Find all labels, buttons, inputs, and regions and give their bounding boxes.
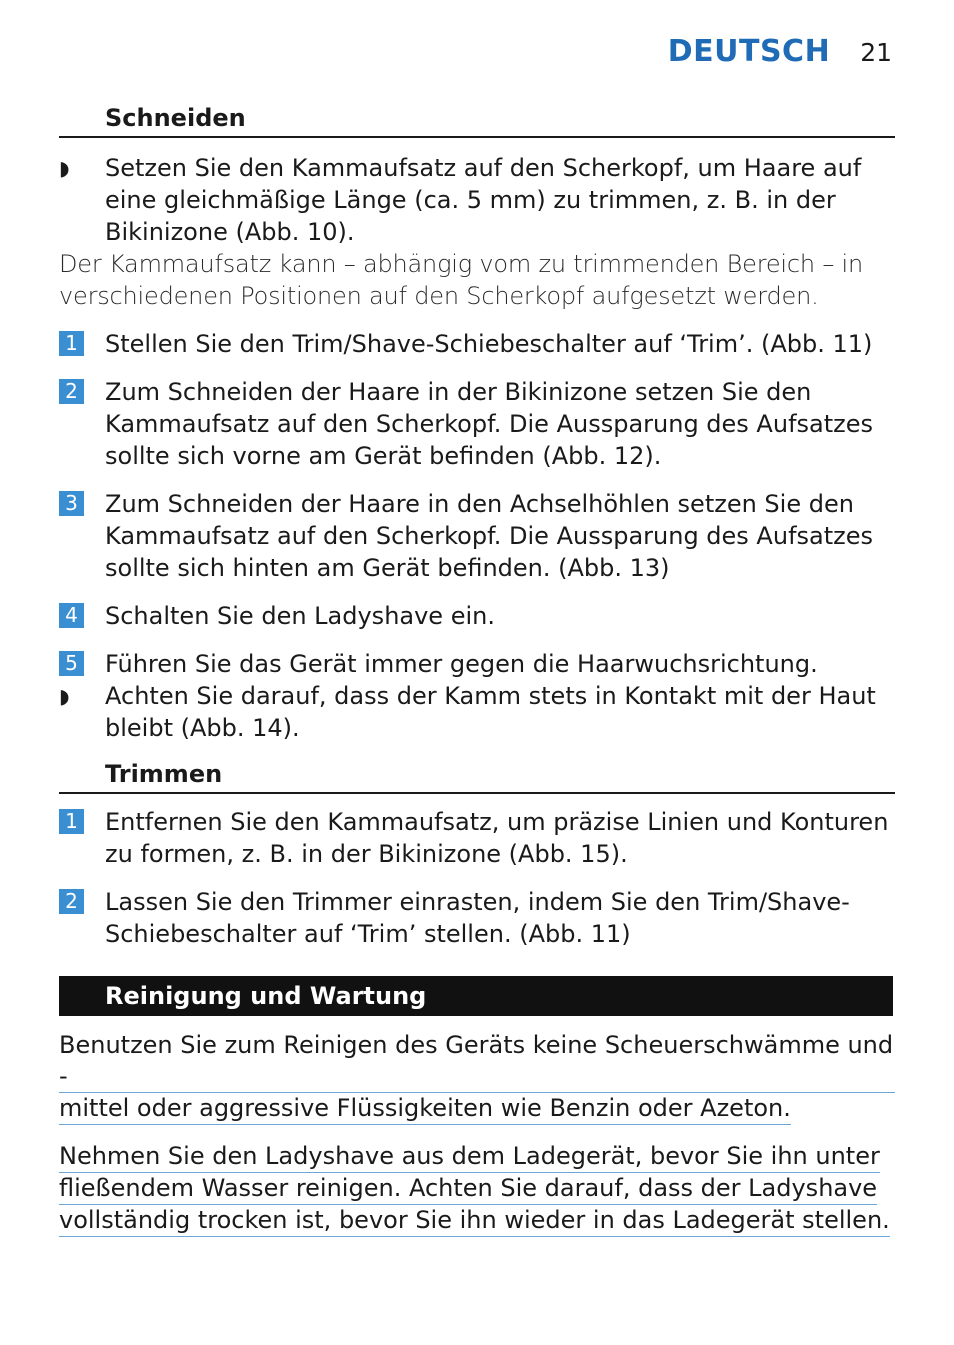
step-text: Stellen Sie den Trim/Shave-Schiebeschalter auf ‘Trim’. (Abb. 11) (105, 330, 873, 358)
underlined-line: mittel oder aggressive Flüssigkeiten wie Benzin oder Azeton. (59, 1093, 791, 1125)
step-text: Lassen Sie den Trimmer einrasten, indem Sie den Trim/Shave-Schiebeschalter auf ‘Trim’ stellen. (Abb. 11) (105, 888, 850, 948)
step-number-badge: 5 (59, 651, 84, 676)
underlined-line: vollständig trocken ist, bevor Sie ihn wieder in das Ladegerät stellen. (59, 1205, 890, 1237)
section-title-schneiden: Schneiden (59, 100, 895, 138)
step-number-badge: 1 (59, 809, 84, 834)
bullet-item (59, 152, 895, 248)
section-title-trimmen: Trimmen (59, 756, 895, 794)
section-banner-reinigung: Reinigung und Wartung (59, 976, 893, 1016)
underlined-line: fließendem Wasser reinigen. Achten Sie darauf, dass der Ladyshave (59, 1173, 877, 1205)
step-number-badge: 2 (59, 379, 84, 404)
bullet-icon: ◗ (59, 684, 70, 708)
underlined-line: Benutzen Sie zum Reinigen des Geräts keine Scheuerschwämme und - (59, 1030, 895, 1093)
step-text: Zum Schneiden der Haare in den Achselhöhlen setzen Sie den Kammaufsatz auf den Scherkopf. Die Aussparung des Aufsatzes sollte sich hinten am Gerät befinden. (Abb. 13) (105, 490, 873, 582)
page-number: 21 (860, 38, 892, 67)
step-item (59, 376, 895, 472)
cleaning-paragraph-2 (59, 1141, 895, 1237)
underlined-line: Nehmen Sie den Ladyshave aus dem Ladegerät, bevor Sie ihn unter (59, 1141, 880, 1173)
step-item (59, 600, 895, 632)
step-number-badge: 3 (59, 491, 84, 516)
step-text: Zum Schneiden der Haare in der Bikinizone setzen Sie den Kammaufsatz auf den Scherkopf. Die Aussparung des Aufsatzes sollte sich vorne am Gerät befinden (Abb. 12). (105, 378, 873, 470)
step-number-badge: 4 (59, 603, 84, 628)
step-number-badge: 1 (59, 331, 84, 356)
bullet-item (59, 680, 895, 744)
step-item (59, 886, 895, 950)
step-text: Führen Sie das Gerät immer gegen die Haarwuchsrichtung. (105, 650, 818, 678)
step-text: Schalten Sie den Ladyshave ein. (105, 602, 495, 630)
step-item (59, 806, 895, 870)
note-paragraph: Der Kammaufsatz kann – abhängig vom zu trimmenden Bereich – in verschiedenen Positionen auf den Scherkopf aufgesetzt werden. (59, 250, 864, 310)
language-label: DEUTSCH (667, 34, 831, 69)
step-item (59, 328, 895, 360)
step-item (59, 488, 895, 584)
bullet-icon: ◗ (59, 156, 70, 180)
page-header (668, 34, 892, 69)
bullet-text: Setzen Sie den Kammaufsatz auf den Scherkopf, um Haare auf eine gleichmäßige Länge (ca. 5 mm) zu trimmen, z. B. in der Bikinizone (Abb. 10). (105, 154, 862, 246)
page-content (59, 100, 895, 1237)
step-number-badge: 2 (59, 889, 84, 914)
bullet-text: Achten Sie darauf, dass der Kamm stets in Kontakt mit der Haut bleibt (Abb. 14). (105, 682, 876, 742)
step-item (59, 648, 895, 680)
cleaning-paragraph-1 (59, 1030, 895, 1125)
step-text: Entfernen Sie den Kammaufsatz, um präzise Linien und Konturen zu formen, z. B. in der Bikinizone (Abb. 15). (105, 808, 889, 868)
